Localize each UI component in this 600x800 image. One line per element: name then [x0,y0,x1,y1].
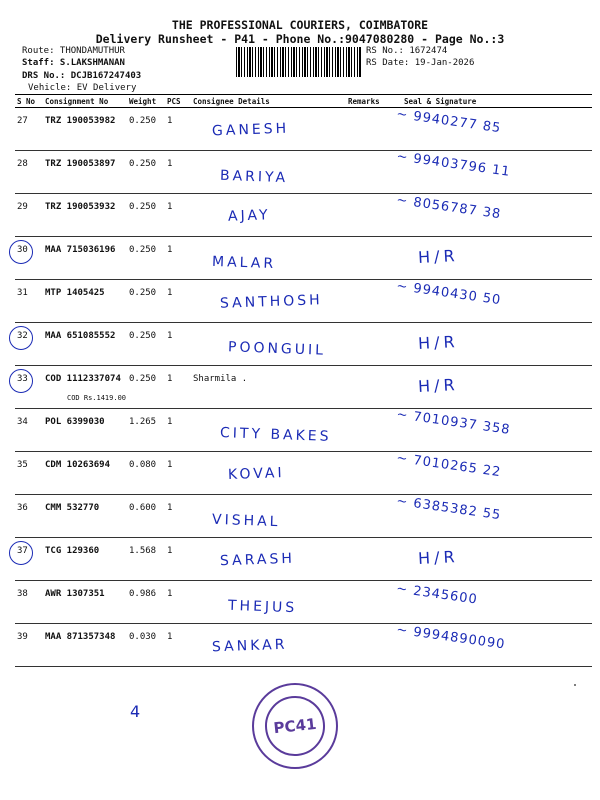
consignment-number: MAA 651085552 [43,323,127,366]
col-consignee: Consignee Details [191,95,346,108]
consignment-number: MAA 715036196 [43,237,127,280]
col-consignment: Consignment No [43,95,127,108]
remarks-cell [346,409,402,452]
handwritten-consignee-name: GANESH [211,120,290,139]
pieces-count: 1 [165,366,191,409]
weight-value: 0.250 [127,237,165,280]
pieces-count: 1 [165,452,191,495]
weight-value: 0.250 [127,323,165,366]
handwritten-consignee-name: BARIYA [219,167,289,186]
handwritten-consignee-name: SANTHOSH [219,291,323,312]
serial-circle-mark [9,541,33,565]
serial-number: 32 [15,323,43,366]
route-label: Route: THONDAMUTHUR [22,46,125,56]
remarks-cell [346,624,402,667]
handwritten-signature: H/R [417,546,460,568]
handwritten-note: 4 [130,702,141,721]
weight-value: 1.568 [127,538,165,581]
col-weight: Weight [127,95,165,108]
handwritten-consignee-name: SARASH [219,550,296,569]
remarks-cell [346,151,402,194]
consignment-number: CDM 10263694 [43,452,127,495]
col-signature: Seal & Signature [402,95,592,108]
col-sno: S No [15,95,43,108]
weight-value: 0.080 [127,452,165,495]
serial-number: 28 [15,151,43,194]
serial-number: 29 [15,194,43,237]
serial-number: 34 [15,409,43,452]
pieces-count: 1 [165,624,191,667]
consignment-number: MAA 871357348 [43,624,127,667]
consignment-number: COD 1112337074 COD Rs.1419.00 [43,366,127,409]
remarks-cell [346,280,402,323]
pieces-count: 1 [165,323,191,366]
rs-number: RS No.: 1672474 [366,46,448,56]
table-header-row [15,95,592,108]
rs-date: RS Date: 19-Jan-2026 [366,58,475,68]
drs-label: DRS No.: DCJB167247403 [22,71,142,81]
remarks-cell [346,581,402,624]
serial-number: 31 [15,280,43,323]
table-row [15,452,592,495]
handwritten-consignee-name: VISHAL [211,511,281,530]
pieces-count: 1 [165,151,191,194]
handwritten-signature: ~ 7010265 22 [395,450,503,480]
remarks-cell [346,495,402,538]
table-row [15,108,592,151]
serial-number: 27 [15,108,43,151]
serial-number: 39 [15,624,43,667]
col-pcs: PCS [165,95,191,108]
weight-value: 0.250 [127,194,165,237]
staff-label: Staff: S.LAKSHMANAN [22,58,125,68]
consignment-number: MTP 1405425 [43,280,127,323]
handwritten-signature: H/R [417,245,460,267]
table-row [15,237,592,280]
handwritten-consignee-name: MALAR [211,253,277,272]
handwritten-signature: ~ 2345600 [395,580,479,608]
weight-value: 0.250 [127,108,165,151]
table-row [15,366,592,409]
handwritten-consignee-name: AJAY [227,206,271,225]
table-row [15,495,592,538]
remarks-cell [346,237,402,280]
handwritten-consignee-name: CITY BAKES [219,424,332,445]
weight-value: 0.250 [127,366,165,409]
col-remarks: Remarks [346,95,402,108]
consignment-number: CMM 532770 [43,495,127,538]
consignee-details: Sharmila . [191,366,346,409]
pieces-count: 1 [165,409,191,452]
pieces-count: 1 [165,581,191,624]
remarks-cell [346,323,402,366]
consignment-number: POL 6399030 [43,409,127,452]
remarks-cell [346,108,402,151]
consignment-number: TRZ 190053932 [43,194,127,237]
handwritten-signature: ~ 9940430 50 [395,278,503,308]
handwritten-signature: ~ 7010937 358 [395,406,512,438]
table-row [15,194,592,237]
handwritten-signature: ~ 8056787 38 [395,192,503,222]
vehicle-label: Vehicle: EV Delivery [28,83,137,93]
handwritten-consignee-name: THEJUS [227,597,298,616]
delivery-stamp [252,683,338,769]
remarks-cell [346,194,402,237]
table-row [15,538,592,581]
table-row [15,581,592,624]
serial-number: 36 [15,495,43,538]
pieces-count: 1 [165,237,191,280]
serial-circle-mark [9,369,33,393]
serial-circle-mark [9,240,33,264]
cod-amount: COD Rs.1419.00 [67,394,127,402]
handwritten-signature: H/R [417,374,460,396]
runsheet-subtitle: Delivery Runsheet - P41 - Phone No.:9047080280 - Page No.:3 [95,32,505,46]
weight-value: 0.250 [127,151,165,194]
table-row [15,624,592,667]
runsheet-table [15,94,592,667]
serial-number: 30 [15,237,43,280]
runsheet-barcode [236,47,362,77]
stamp-text: PC41 [262,693,328,759]
serial-number: 38 [15,581,43,624]
handwritten-signature: ~ 6385382 55 [395,493,503,523]
handwritten-signature: H/R [417,331,460,353]
pieces-count: 1 [165,108,191,151]
company-title: THE PROFESSIONAL COURIERS, COIMBATORE [171,18,429,32]
handwritten-signature: ~ 9994890090 [395,621,507,653]
consignment-number: TRZ 190053897 [43,151,127,194]
pieces-count: 1 [165,194,191,237]
speck [574,684,576,686]
pieces-count: 1 [165,538,191,581]
serial-number: 35 [15,452,43,495]
consignment-number: TCG 129360 [43,538,127,581]
serial-circle-mark [9,326,33,350]
weight-value: 0.030 [127,624,165,667]
remarks-cell [346,538,402,581]
handwritten-signature: ~ 99403796 11 [395,148,512,180]
consignment-number: TRZ 190053982 [43,108,127,151]
remarks-cell [346,452,402,495]
weight-value: 0.250 [127,280,165,323]
handwritten-consignee-name: KOVAI [227,464,285,483]
pieces-count: 1 [165,495,191,538]
remarks-cell [346,366,402,409]
weight-value: 0.986 [127,581,165,624]
serial-number: 33 [15,366,43,409]
pieces-count: 1 [165,280,191,323]
weight-value: 0.600 [127,495,165,538]
serial-number: 37 [15,538,43,581]
handwritten-consignee-name: SANKAR [211,636,288,655]
handwritten-signature: ~ 9940277 85 [395,106,503,136]
weight-value: 1.265 [127,409,165,452]
consignment-number: AWR 1307351 [43,581,127,624]
handwritten-consignee-name: POONGUIL [227,338,327,359]
